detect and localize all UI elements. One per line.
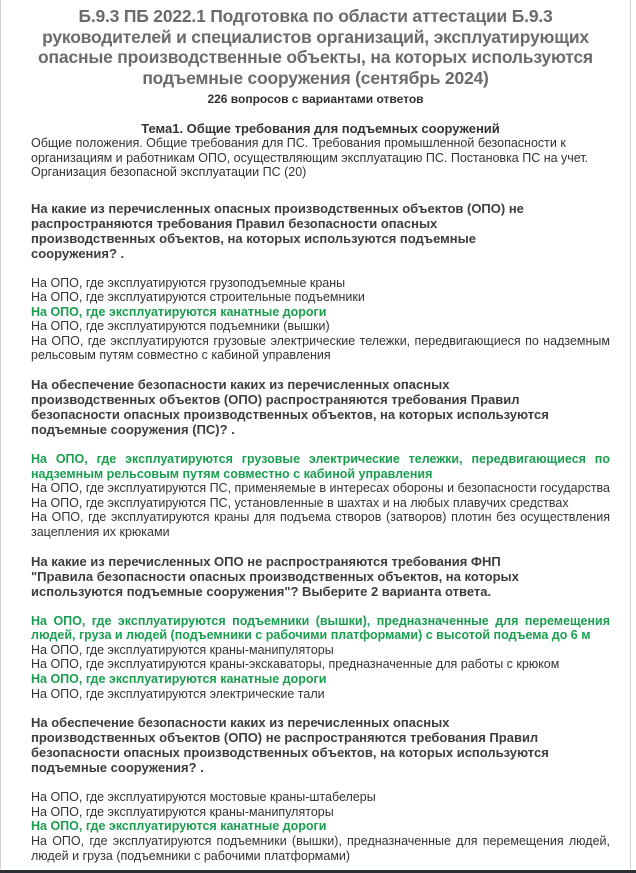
document-subtitle: 226 вопросов с вариантами ответов (207, 92, 424, 106)
answer-list (31, 790, 610, 863)
question-block (31, 554, 610, 702)
answer-option: На ОПО, где эксплуатируются подъемники (вышки) (31, 319, 330, 334)
answer-option: На ОПО, где эксплуатируются краны-манипуляторы (31, 804, 334, 819)
answer-option: На ОПО, где эксплуатируются ПС, установленные в шахтах и на любых плавучих средствах (31, 495, 569, 510)
answer-option: На ОПО, где эксплуатируются мостовые краны-штабелеры (31, 790, 376, 805)
answer-option-correct: На ОПО, где эксплуатируются канатные дороги (31, 304, 327, 319)
question-text: На обеспечение безопасности каких из перечисленных опасных производственных объектов (ОПО) не распространяются требования Правил безопасности опасных производственных объектов, на которых используются подъемные сооружения? . (31, 715, 549, 776)
question-text: На какие из перечисленных ОПО не распространяются требования ФНП "Правила безопасности опасных производственных объектов, на которых используются подъемные сооружения"? Выберите 2 варианта ответа. (31, 553, 519, 599)
question-text: На обеспечение безопасности каких из перечисленных опасных производственных объектов (ОПО) распространяются требования Правил безопасности опасных производственных объектов, на которых используются подъемные сооружения (ПС)? . (31, 377, 549, 438)
question-block (31, 377, 610, 540)
answer-option: На ОПО, где эксплуатируются грузоподъемные краны (31, 275, 346, 290)
answer-list (31, 452, 610, 540)
topic-description: Общие положения. Общие требования для ПС. Требования промышленной безопасности к организациям и работникам ОПО, осуществляющим эксплуатацию ПС. Постановка ПС на учет. Организация безопасной эксплуатации ПС (20) (31, 136, 589, 179)
document-content (1, 0, 630, 863)
answer-option: На ОПО, где эксплуатируются краны-манипуляторы (31, 642, 334, 657)
answer-option: На ОПО, где эксплуатируются подъемники (вышки), предназначенные для перемещения людей, людей и груза (подъемники с рабочими платформами) (31, 833, 610, 863)
answer-option: На ОПО, где эксплуатируются краны для подъема створов (затворов) плотин без осуществления зацепления их крюками (31, 510, 610, 540)
document-title: Б.9.3 ПБ 2022.1 Подготовка по области аттестации Б.9.3 руководителей и специалистов организаций, эксплуатирующих опасные производственные объекты, на которых используются подъемные сооружения (сентябрь 2024) (38, 6, 593, 88)
answer-option: На ОПО, где эксплуатируются ПС, применяемые в интересах обороны и безопасности государства (31, 481, 610, 496)
answer-option-correct: На ОПО, где эксплуатируются канатные дороги (31, 672, 327, 686)
answer-option-correct: На ОПО, где эксплуатируются канатные дороги (31, 819, 327, 834)
answer-option-correct: На ОПО, где эксплуатируются подъемники (вышки), предназначенные для перемещения людей, груза и людей (подъемники с рабочими платформами) с высотой подъема до 6 м (31, 613, 610, 643)
answer-option: На ОПО, где эксплуатируются краны-экскаваторы, предназначенные для работы с крюком (31, 657, 560, 672)
question-block (31, 715, 610, 863)
answer-option-correct: На ОПО, где эксплуатируются грузовые электрические тележки, передвигающиеся по надземным рельсовым путям совместно с кабиной управления (31, 452, 610, 481)
answer-list (31, 614, 610, 702)
answer-option: На ОПО, где эксплуатируются строительные подъемники (31, 290, 365, 305)
answer-list (31, 276, 610, 364)
question-block (31, 201, 610, 364)
answer-option: На ОПО, где эксплуатируются грузовые электрические тележки, передвигающиеся по надземным рельсовым путям совместно с кабиной управления (31, 333, 610, 363)
answer-option: На ОПО, где эксплуатируются электрические тали (31, 686, 325, 701)
topic-title: Тема1. Общие требования для подъемных сооружений (141, 121, 500, 136)
question-text: На какие из перечисленных опасных производственных объектов (ОПО) не распространяются требования Правил безопасности опасных производственных объектов, на которых используются подъемные сооружения? . (31, 200, 524, 261)
